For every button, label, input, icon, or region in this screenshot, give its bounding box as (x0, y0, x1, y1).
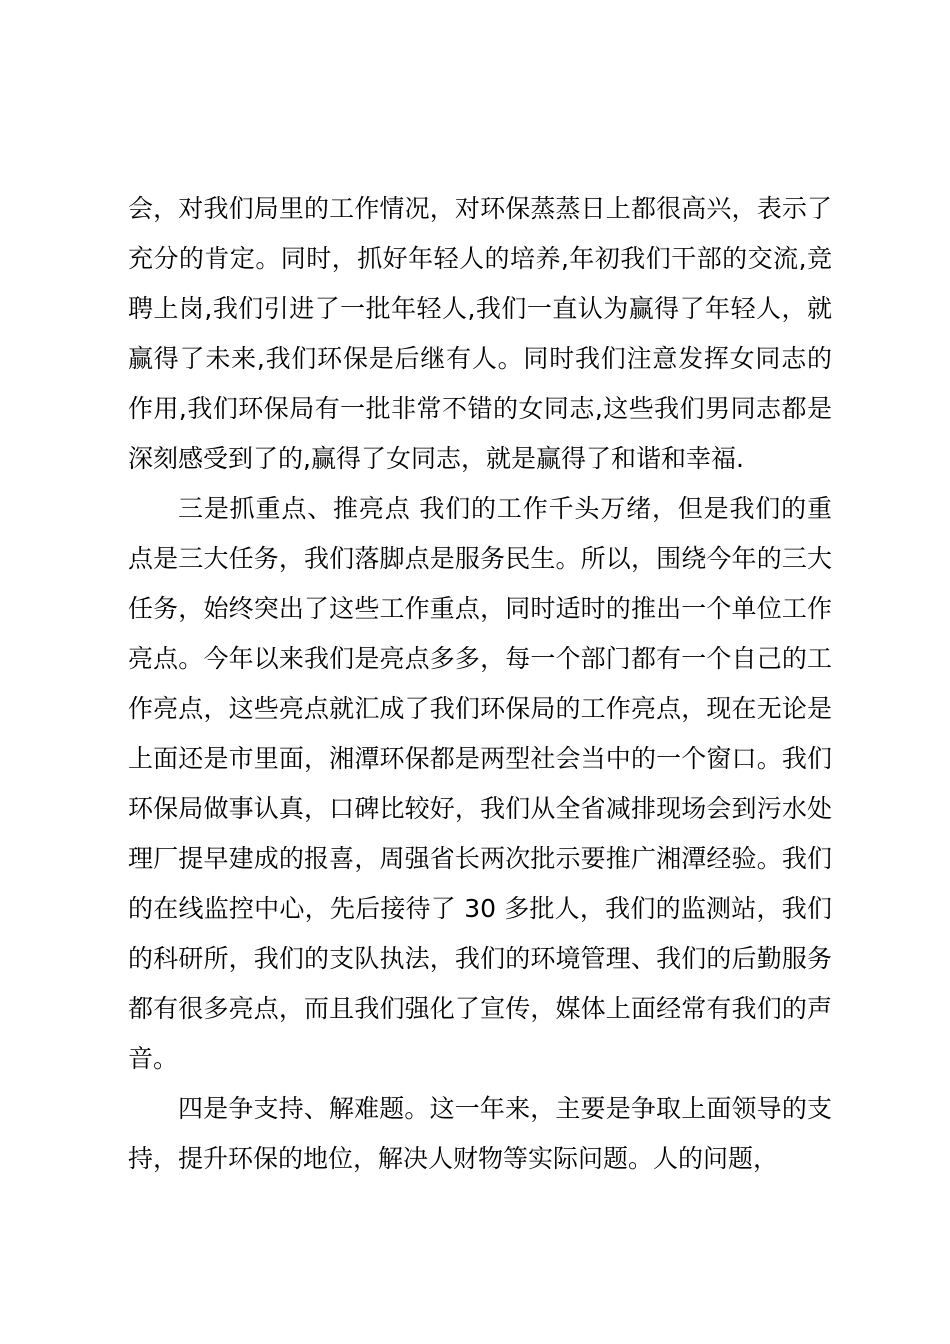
paragraph-continuation: 会，对我们局里的工作情况，对环保蒸蒸日上都很高兴，表示了充分的肯定。同时，抓好年轻人的培养,年初我们干部的交流,竞聘上岗,我们引进了一批年轻人,我们一直认为赢得了年轻人，就赢得了未来,我们环保是后继有人。同时我们注意发挥女同志的作用,我们环保局有一批非常不错的女同志,这些我们男同志都是深刻感受到了的,赢得了女同志，就是赢得了和谐和幸福. (128, 194, 832, 473)
paragraph-point-three: 三是抓重点、推亮点 我们的工作千头万绪，但是我们的重点是三大任务，我们落脚点是服务民生。所以，围绕今年的三大任务，始终突出了这些工作重点，同时适时的推出一个单位工作亮点。今年以来我们是亮点多多，每一个部门都有一个自己的工作亮点，这些亮点就汇成了我们环保局的工作亮点，现在无论是上面还是市里面，湘潭环保都是两型社会当中的一个窗口。我们环保局做事认真，口碑比较好，我们从全省减排现场会到污水处理厂提早建成的报喜，周强省长两次批示要推广湘潭经验。我们的在线监控中心，先后接待了 30 多批人，我们的监测站，我们的科研所，我们的支队执法，我们的环境管理、我们的后勤服务都有很多亮点，而且我们强化了宣传，媒体上面经常有我们的声音。 (128, 494, 832, 1073)
paragraph-point-four: 四是争支持、解难题。这一年来，主要是争取上面领导的支持，提升环保的地位，解决人财物等实际问题。人的问题， (128, 1094, 832, 1173)
document-page (128, 184, 832, 1184)
